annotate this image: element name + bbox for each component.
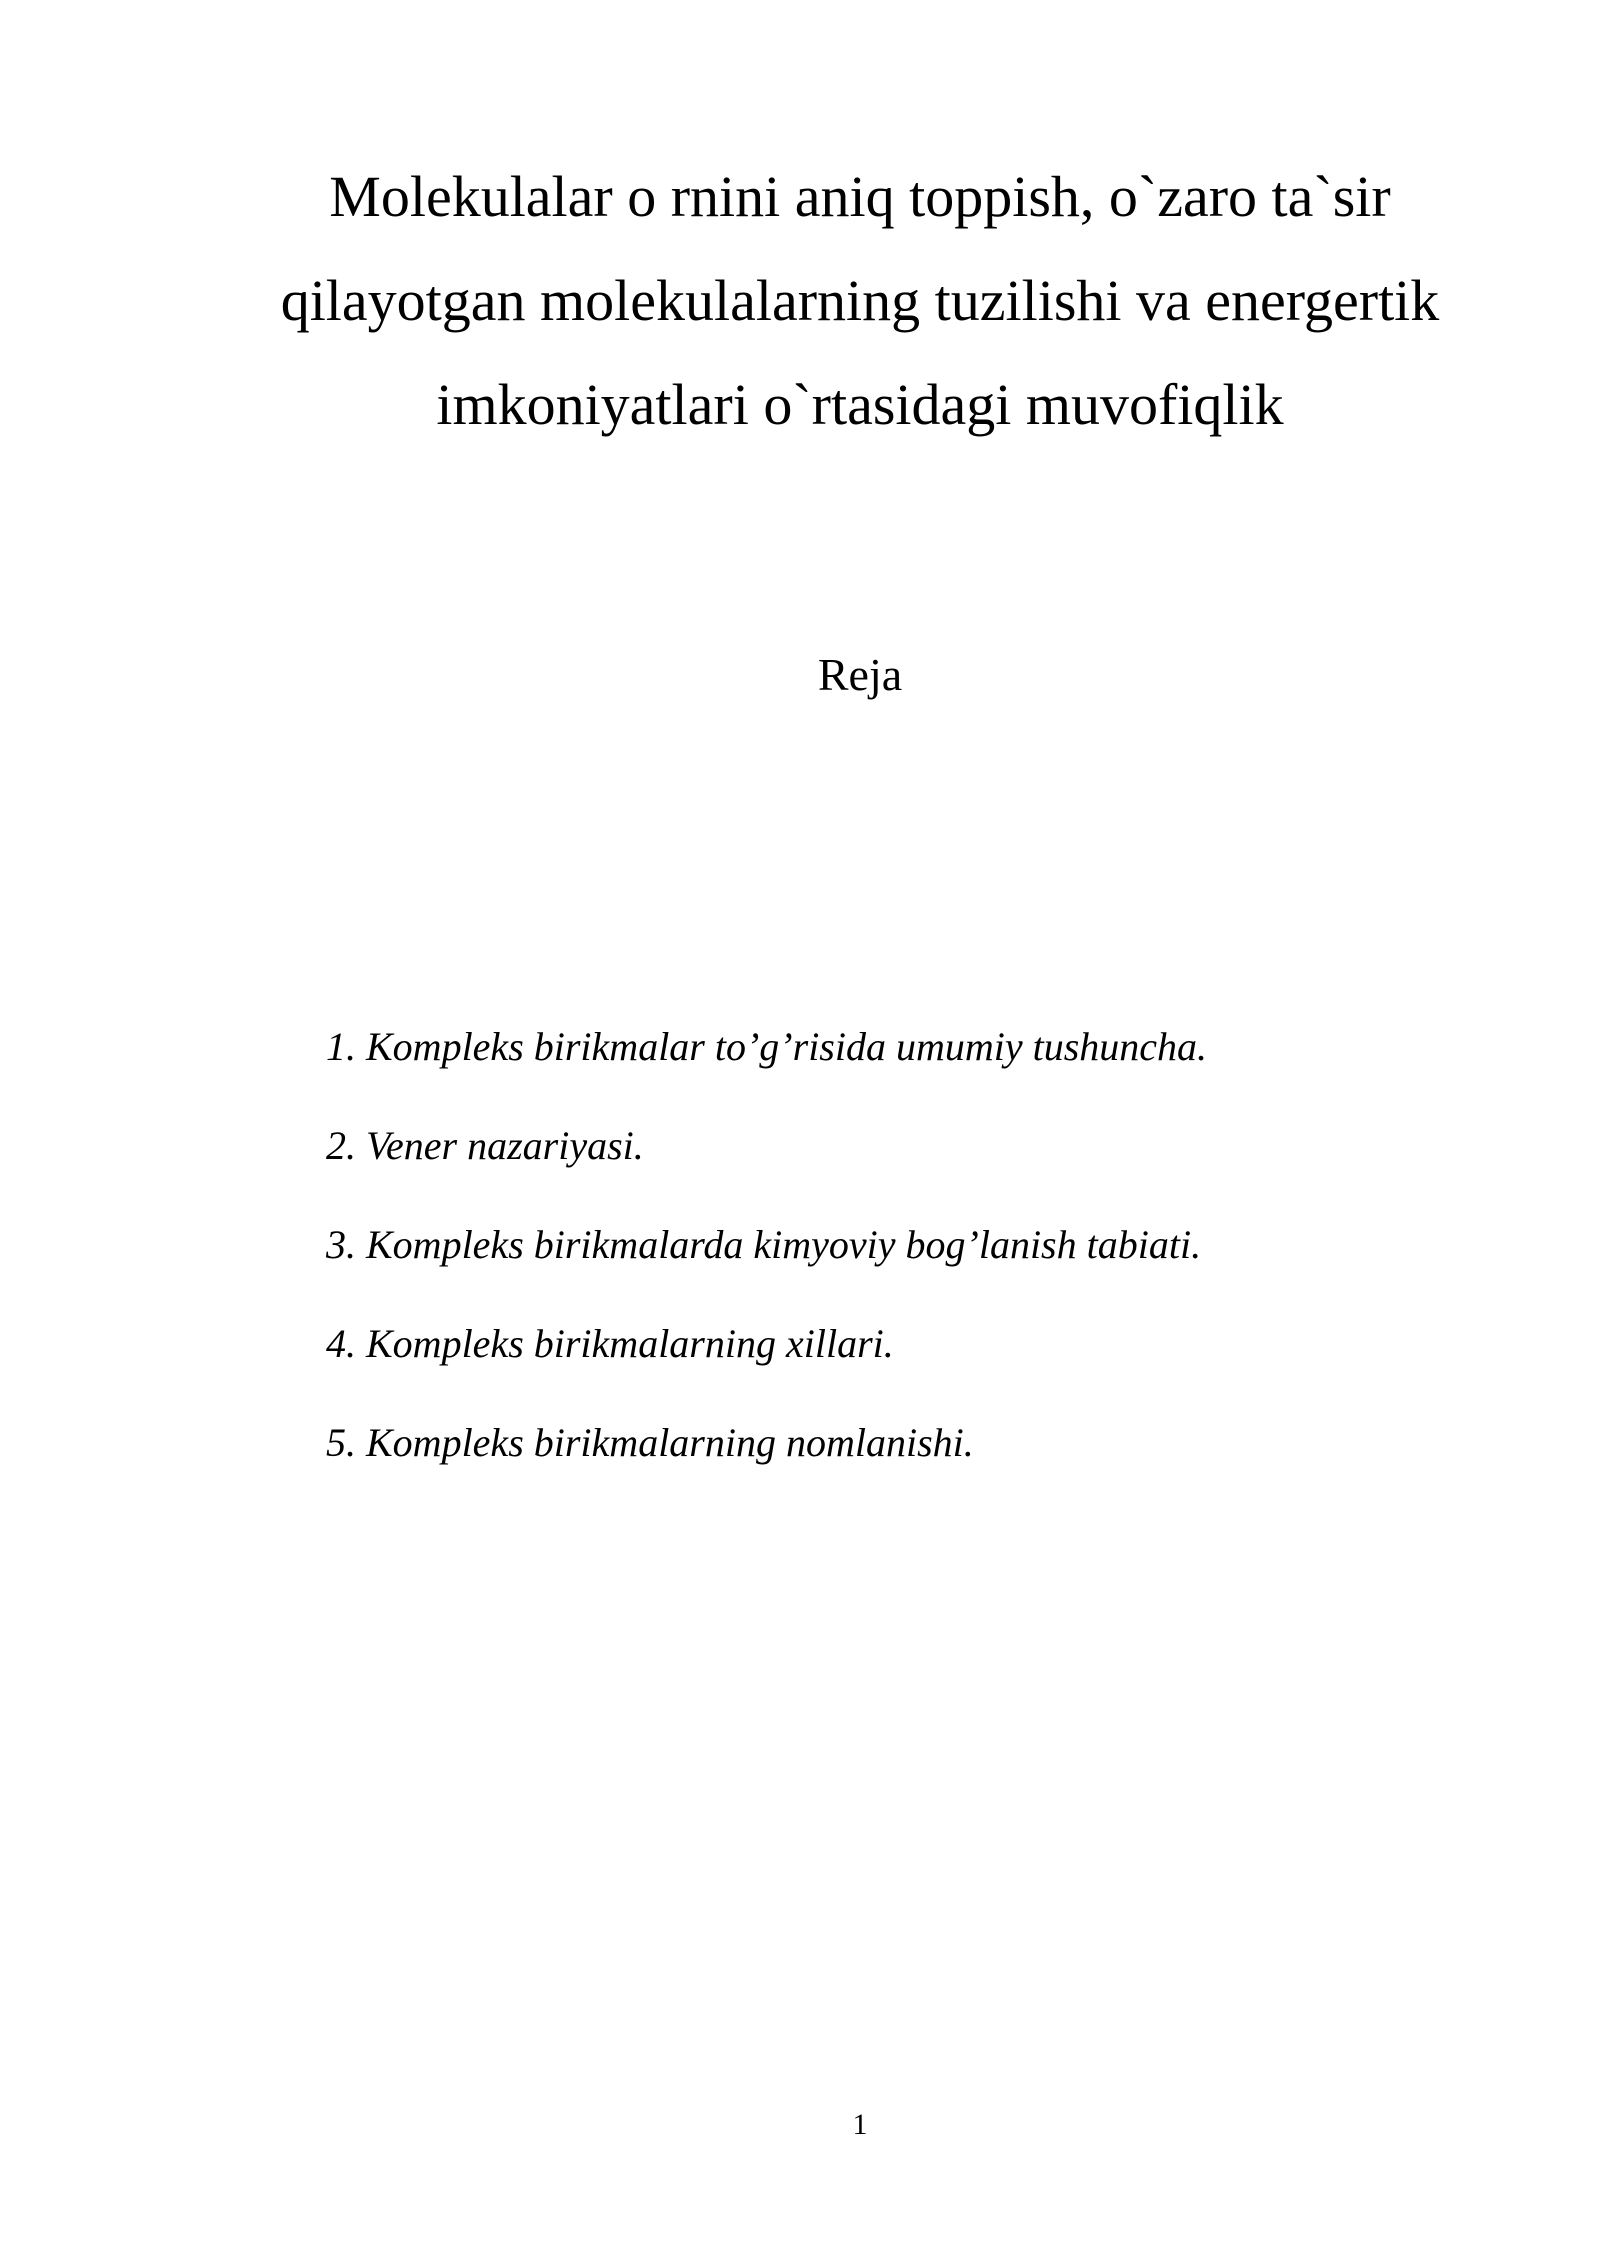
document-title xyxy=(200,145,1520,457)
plan-heading: Reja xyxy=(817,649,903,700)
plan-list xyxy=(326,1022,1207,1517)
plan-item: 3. Kompleks birikmalarda kimyoviy bog’lanish tabiati. xyxy=(326,1222,1202,1267)
plan-item: 4. Kompleks birikmalarning xillari. xyxy=(326,1321,894,1366)
plan-item: 2. Vener nazariyasi. xyxy=(326,1123,644,1168)
plan-item: 1. Kompleks birikmalar to’g’risida umumiy tushuncha. xyxy=(326,1024,1208,1069)
title-line: qilayotgan molekulalarning tuzilishi va energertik xyxy=(280,268,1440,333)
title-line: imkoniyatlari o`rtasidagi muvofiqlik xyxy=(436,372,1284,437)
plan-item: 5. Kompleks birikmalarning nomlanishi. xyxy=(326,1420,974,1465)
title-line: Molekulalar o rnini aniq toppish, o`zaro ta`sir xyxy=(329,164,1391,229)
page-number: 1 xyxy=(852,2108,868,2141)
